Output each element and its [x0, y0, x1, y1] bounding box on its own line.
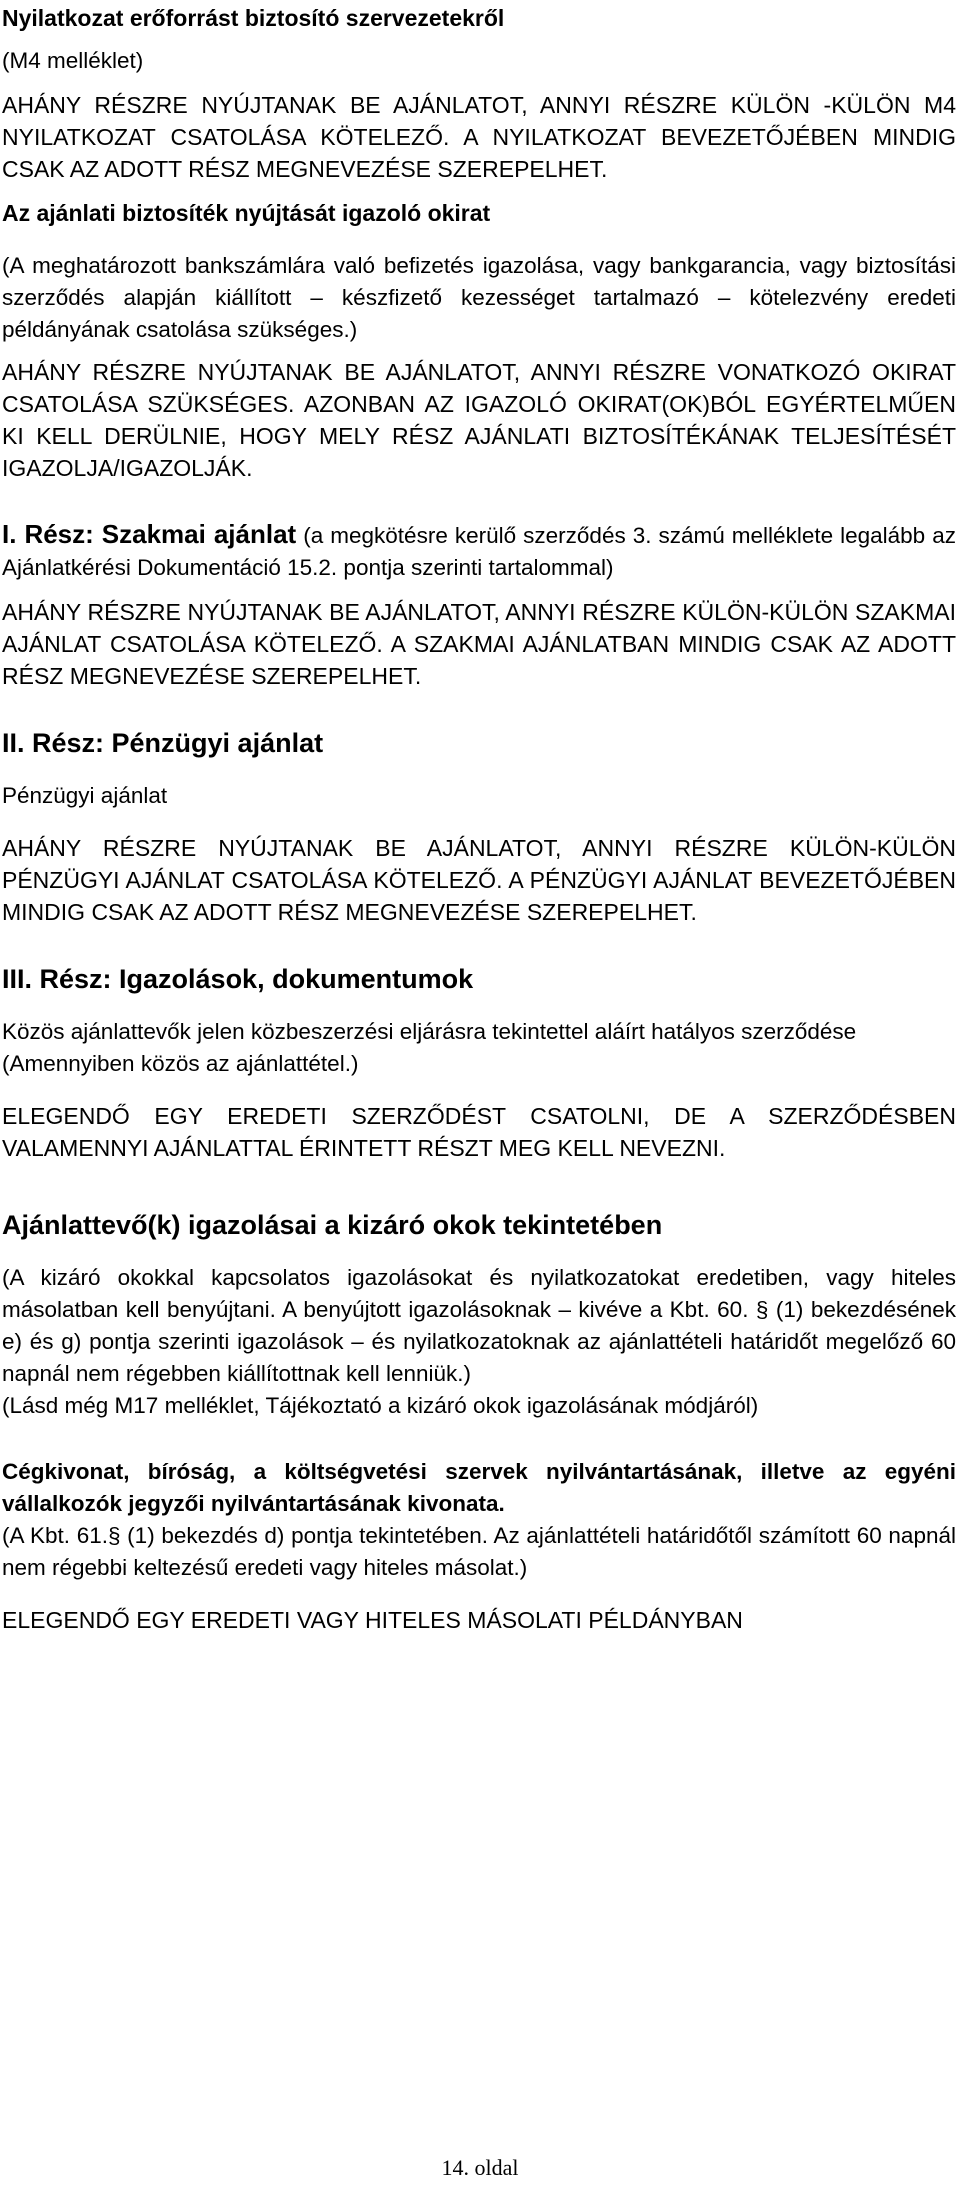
exclusion-note: (A kizáró okokkal kapcsolatos igazolásokat és nyilatkozatokat eredetiben, vagy hiteles másolatban kell benyújtani. A benyújtott igazolásoknak – kivéve a Kbt. 60. § (1) bekezdésének e) és g) pontja szerinti igazolások – és nyilatkozatoknak az ajánlattételi határidőt megelőző 60 napnál nem régebben kiállítottnak kell lenniük.)	[2, 1265, 956, 1386]
exclusion-reference: (Lásd még M17 melléklet, Tájékoztató a kizáró okok igazolásának módjáról)	[2, 1393, 759, 1418]
part2-subtitle: Pénzügyi ajánlat	[2, 783, 168, 808]
part1-instruction: AHÁNY RÉSZRE NYÚJTANAK BE AJÁNLATOT, ANNYI RÉSZRE KÜLÖN-KÜLÖN SZAKMAI AJÁNLAT CSATOLÁSA KÖTELEZŐ. A SZAKMAI AJÁNLATBAN MINDIG CSAK AZ ADOTT RÉSZ MEGNEVEZÉSE SZEREPELHET.	[2, 599, 956, 689]
page-number: 14. oldal	[441, 2155, 519, 2180]
annex-label: (M4 melléklet)	[2, 48, 144, 73]
m4-instruction: AHÁNY RÉSZRE NYÚJTANAK BE AJÁNLATOT, ANNYI RÉSZRE KÜLÖN -KÜLÖN M4 NYILATKOZAT CSATOLÁSA KÖTELEZŐ. A NYILATKOZAT BEVEZETŐJÉBEN MINDIG CSAK AZ ADOTT RÉSZ MEGNEVEZÉSE SZEREPELHET.	[2, 92, 956, 182]
exclusion-heading: Ajánlattevő(k) igazolásai a kizáró okok tekintetében	[2, 1210, 663, 1240]
guarantee-instruction: AHÁNY RÉSZRE NYÚJTANAK BE AJÁNLATOT, ANNYI RÉSZRE VONATKOZÓ OKIRAT CSATOLÁSA SZÜKSÉGES. AZONBAN AZ IGAZOLÓ OKIRAT(OK)BÓL EGYÉRTELMŰEN KI KELL DERÜLNIE, HOGY MELY RÉSZ AJÁNLATI BIZTOSÍTÉKÁNAK TELJESÍTÉSÉT IGAZOLJA/IGAZOLJÁK.	[2, 359, 956, 481]
part3-title: III. Rész: Igazolások, dokumentumok	[2, 964, 474, 994]
guarantee-note: (A meghatározott bankszámlára való befizetés igazolása, vagy bankgarancia, vagy biztosítási szerződés alapján kiállított – készfizető kezességet tartalmazó – kötelezvény eredeti példányának csatolása szükséges.)	[2, 253, 956, 342]
part2-title: II. Rész: Pénzügyi ajánlat	[2, 728, 324, 758]
part1-paragraph	[2, 518, 956, 584]
part2-instruction: AHÁNY RÉSZRE NYÚJTANAK BE AJÁNLATOT, ANNYI RÉSZRE KÜLÖN-KÜLÖN PÉNZÜGYI AJÁNLAT CSATOLÁSA KÖTELEZŐ. A PÉNZÜGYI AJÁNLAT BEVEZETŐJÉBEN MINDIG CSAK AZ ADOTT RÉSZ MEGNEVEZÉSE SZEREPELHET.	[2, 835, 956, 925]
guarantee-heading: Az ajánlati biztosíték nyújtását igazoló okirat	[2, 200, 491, 226]
register-instruction: ELEGENDŐ EGY EREDETI VAGY HITELES MÁSOLATI PÉLDÁNYBAN	[2, 1607, 743, 1633]
joint-contract-text: Közös ajánlattevők jelen közbeszerzési eljárásra tekintettel aláírt hatályos szerződése	[2, 1019, 857, 1044]
joint-contract-note: (Amennyiben közös az ajánlattétel.)	[2, 1051, 359, 1076]
part1-title: I. Rész: Szakmai ajánlat	[2, 519, 297, 549]
document-body	[2, 0, 956, 1636]
part1-note: (a megkötésre kerülő szerződés 3. számú melléklete legalább az Ajánlatkérési Dokumentáció 15.2. pontja szerinti tartalommal)	[2, 523, 956, 580]
register-heading: Cégkivonat, bíróság, a költségvetési szervek nyilvántartásának, illetve az egyéni vállalkozók jegyzői nyilvántartásának kivonata.	[2, 1459, 956, 1516]
document-title: Nyilatkozat erőforrást biztosító szervezetekről	[2, 5, 505, 31]
register-note: (A Kbt. 61.§ (1) bekezdés d) pontja tekintetében. Az ajánlattételi határidőtől számított 60 napnál nem régebbi keltezésű eredeti vagy hiteles másolat.)	[2, 1523, 956, 1580]
joint-contract-instruction: ELEGENDŐ EGY EREDETI SZERZŐDÉST CSATOLNI, DE A SZERZŐDÉSBEN VALAMENNYI AJÁNLATTAL ÉRINTETT RÉSZT MEG KELL NEVEZNI.	[2, 1103, 956, 1161]
